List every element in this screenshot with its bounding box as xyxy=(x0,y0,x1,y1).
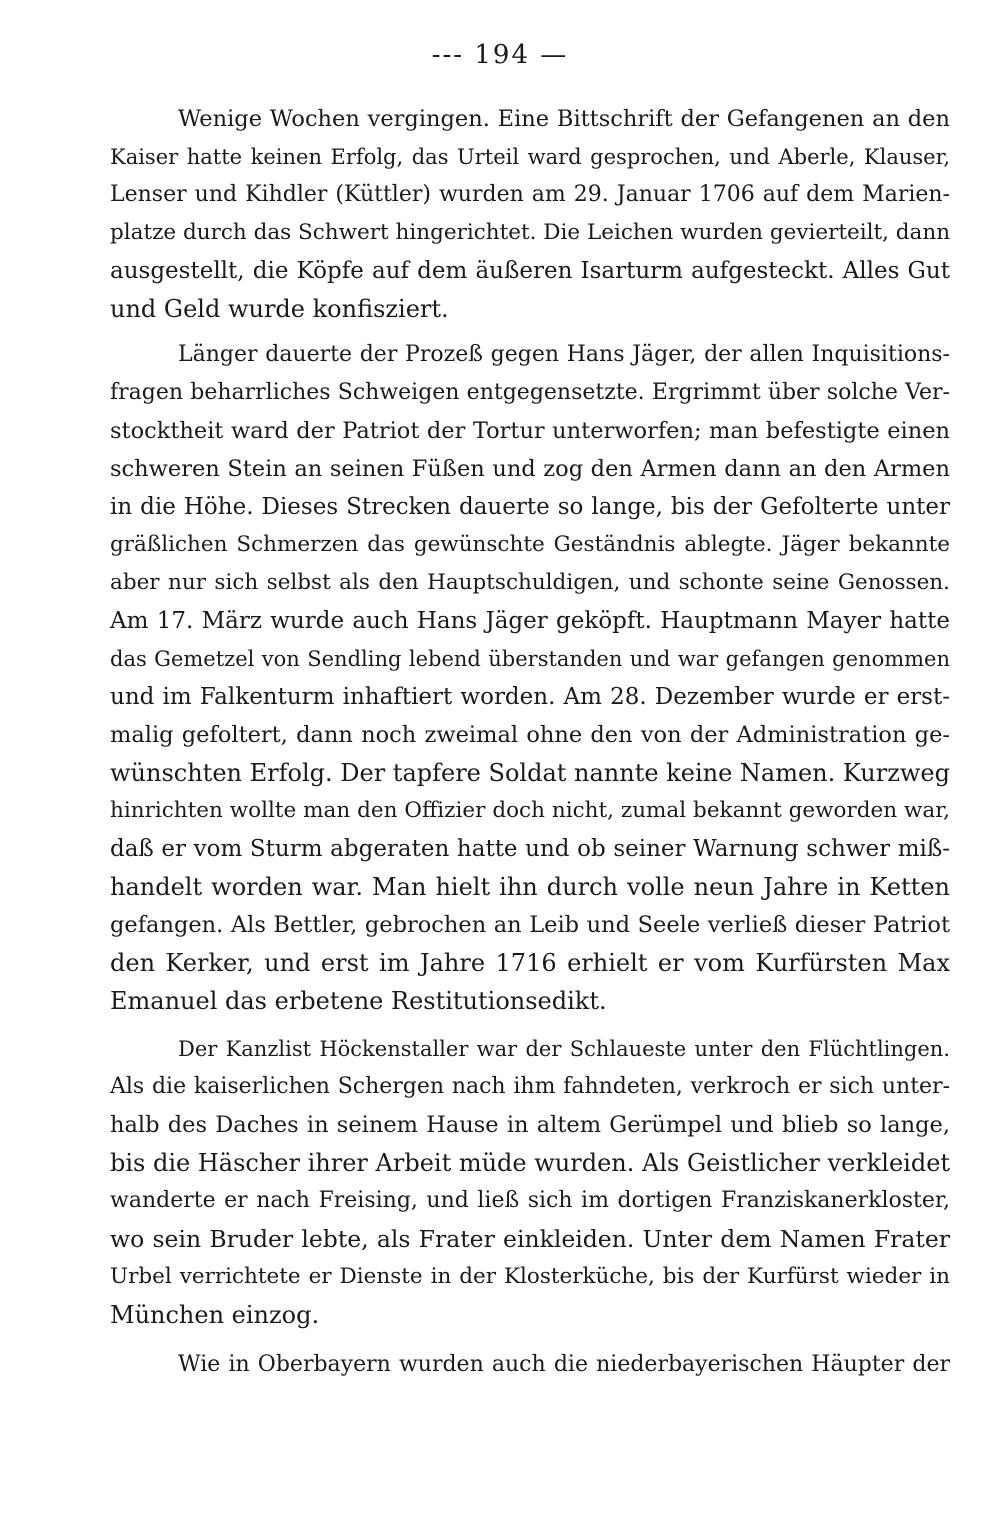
text-line: Wie in Oberbayern wurden auch die niederbayerischen Häupter der xyxy=(178,1352,950,1377)
text-line: schweren Stein an seinen Füßen und zog den Armen dann an den Armen xyxy=(110,456,950,482)
text-line: bis die Häscher ihrer Arbeit müde wurden. Als Geistlicher verkleidet xyxy=(110,1149,951,1177)
text-line: Wenige Wochen vergingen. Eine Bittschrift der Gefangenen an den xyxy=(178,106,950,132)
text-line: malig gefoltert, dann noch zweimal ohne den von der Administration ge- xyxy=(110,722,950,748)
text-line: wünschten Erfolg. Der tapfere Soldat nannte keine Namen. Kurzweg xyxy=(110,759,950,787)
text-line: in die Höhe. Dieses Strecken dauerte so lange, bis der Gefolterte unter xyxy=(110,494,950,520)
text-line: Urbel verrichtete er Dienste in der Klosterküche, bis der Kurfürst wieder in xyxy=(110,1264,950,1289)
text-line: Als die kaiserlichen Schergen nach ihm fahndeten, verkroch er sich unter- xyxy=(110,1074,950,1099)
text-line: stocktheit ward der Patriot der Tortur unterworfen; man befestigte einen xyxy=(110,418,950,444)
text-line: Kaiser hatte keinen Erfolg, das Urteil ward gesprochen, und Aberle, Klauser, xyxy=(110,145,950,169)
text-line: gefangen. Als Bettler, gebrochen an Leib und Seele verließ dieser Patriot xyxy=(110,912,950,938)
text-line: daß er vom Sturm abgeraten hatte und ob seiner Warnung schwer miß- xyxy=(110,836,950,862)
text-line: handelt worden war. Man hielt ihn durch volle neun Jahre in Ketten xyxy=(110,873,950,901)
text-line: das Gemetzel von Sendling lebend überstanden und war gefangen genommen xyxy=(110,647,950,671)
paragraph-3 xyxy=(110,1030,950,1334)
page-number: --- 194 — xyxy=(431,40,569,70)
text-line: wo sein Bruder lebte, als Frater einkleiden. Unter dem Namen Frater xyxy=(110,1225,950,1253)
text-line: platze durch das Schwert hingerichtet. Die Leichen wurden gevierteilt, dann xyxy=(110,220,951,245)
text-line: hinrichten wollte man den Offizier doch nicht, zumal bekannt geworden war, xyxy=(110,798,950,823)
text-line: wanderte er nach Freising, und ließ sich im dortigen Franziskanerkloster, xyxy=(110,1188,950,1213)
text-line: München einzog. xyxy=(110,1301,320,1329)
text-line: den Kerker, und erst im Jahre 1716 erhielt er vom Kurfürsten Max xyxy=(110,949,950,977)
paragraph-2 xyxy=(110,336,950,1020)
text-line: und im Falkenturm inhaftiert worden. Am 28. Dezember wurde er erst- xyxy=(110,684,950,710)
text-line: ausgestellt, die Köpfe auf dem äußeren Isarturm aufgesteckt. Alles Gut xyxy=(110,258,950,284)
text-line: Länger dauerte der Prozeß gegen Hans Jäger, der allen Inquisitions- xyxy=(178,342,950,367)
text-line: Am 17. März wurde auch Hans Jäger geköpft. Hauptmann Mayer hatte xyxy=(110,608,950,634)
paragraph-1 xyxy=(110,100,950,328)
text-line: gräßlichen Schmerzen das gewünschte Geständnis ablegte. Jäger bekannte xyxy=(110,532,950,557)
text-line: Der Kanzlist Höckenstaller war der Schlaueste unter den Flüchtlingen. xyxy=(178,1037,950,1061)
text-line: halb des Daches in seinem Hause in altem Gerümpel und blieb so lange, xyxy=(110,1112,950,1138)
text-line: Lenser und Kihdler (Küttler) wurden am 29. Januar 1706 auf dem Marien- xyxy=(110,182,950,207)
text-line: aber nur sich selbst als den Hauptschuldigen, und schonte seine Genossen. xyxy=(110,570,950,595)
text-line: fragen beharrliches Schweigen entgegensetzte. Ergrimmt über solche Ver- xyxy=(110,380,950,405)
text-line: Emanuel das erbetene Restitutionsedikt. xyxy=(110,987,607,1015)
text-line: und Geld wurde konfisziert. xyxy=(110,295,449,323)
paragraph-4 xyxy=(110,1346,950,1384)
